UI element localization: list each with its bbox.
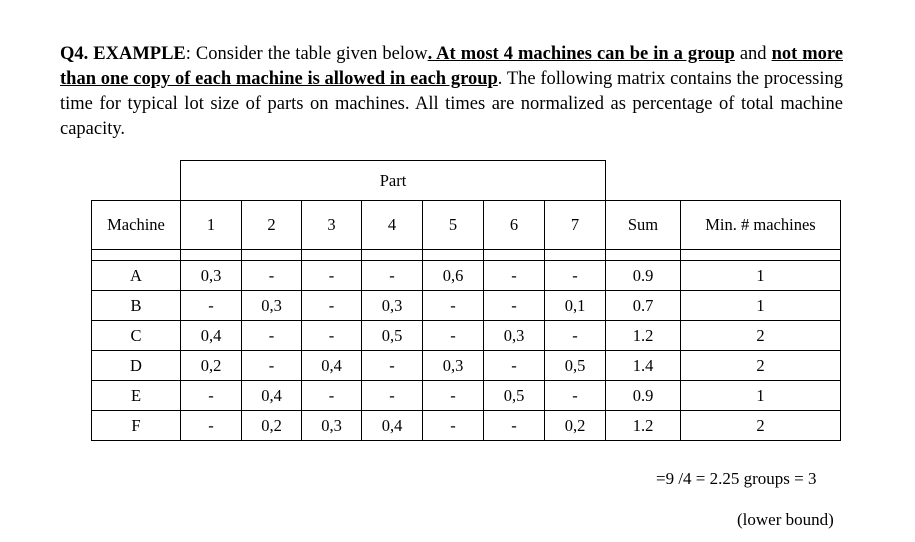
header-sum: Sum [606,201,681,250]
table-cell: 0,3 [362,291,423,321]
processing-time-matrix [91,160,841,441]
table-cell: - [302,291,362,321]
table-cell: 2 [681,321,841,351]
table-cell: 0,6 [423,261,484,291]
part-header: Part [181,161,606,201]
header-part-4: 4 [362,201,423,250]
table-cell: - [302,321,362,351]
table-cell: 0,5 [484,381,545,411]
table-cell: - [242,351,302,381]
table-cell: - [423,321,484,351]
table-cell: - [302,261,362,291]
header-part-6: 6 [484,201,545,250]
table-cell: 0,5 [545,351,606,381]
table-cell: 0,4 [302,351,362,381]
table-cell: 1.2 [606,321,681,351]
table-cell: - [423,411,484,441]
machine-name: A [92,261,181,291]
table-cell: 0,3 [181,261,242,291]
table-cell: 0,3 [484,321,545,351]
table-cell: - [362,381,423,411]
constraint-one-copy-b: than one copy of each machine is allowed in each group [60,69,498,89]
table-cell: - [181,291,242,321]
table-cell: - [181,411,242,441]
column-header-row [92,201,841,250]
table-cell: - [362,351,423,381]
table-cell: 2 [681,411,841,441]
table-cell: - [484,351,545,381]
table-cell: 0.7 [606,291,681,321]
table-cell: 0,3 [423,351,484,381]
part-header-row [92,161,841,201]
table-cell: - [423,291,484,321]
table-cell: 0,2 [242,411,302,441]
header-part-3: 3 [302,201,362,250]
table-cell: 1 [681,381,841,411]
table-cell: 1 [681,291,841,321]
table-cell: 0,4 [362,411,423,441]
table-cell: - [362,261,423,291]
intro-and: and [734,44,772,64]
question-label: Q4. EXAMPLE [60,44,186,64]
header-part-7: 7 [545,201,606,250]
table-cell: - [484,291,545,321]
intro-paragraph [60,42,843,142]
machine-name: B [92,291,181,321]
table-cell: - [545,261,606,291]
machine-row [92,381,841,411]
table-cell: 0.9 [606,261,681,291]
table-cell: 0,4 [181,321,242,351]
intro-text-2: . The following matrix contains the processing time for typical lot size of parts on machines. All times are normalized as percentage of total machine capacity. [60,69,843,139]
table-cell: - [242,321,302,351]
constraint-one-copy-a: not more [771,44,844,64]
table-cell: - [302,381,362,411]
machine-name: D [92,351,181,381]
table-cell: 1.2 [606,411,681,441]
table-cell: - [545,381,606,411]
table-cell: - [423,381,484,411]
machine-row [92,261,841,291]
table-cell: - [545,321,606,351]
lower-bound-note: (lower bound) [737,510,834,529]
table-cell: 0,2 [181,351,242,381]
table-cell: 0,5 [362,321,423,351]
machine-name: E [92,381,181,411]
table-cell: 0,3 [302,411,362,441]
table-cell: - [484,261,545,291]
table-cell: 1.4 [606,351,681,381]
table-cell: 0,1 [545,291,606,321]
table-cell: - [484,411,545,441]
machine-row [92,291,841,321]
table-cell: - [181,381,242,411]
header-part-5: 5 [423,201,484,250]
table-cell: 0,4 [242,381,302,411]
machine-row [92,411,841,441]
header-min-machines: Min. # machines [681,201,841,250]
machine-name: F [92,411,181,441]
header-part-1: 1 [181,201,242,250]
machine-name: C [92,321,181,351]
table-cell: 1 [681,261,841,291]
header-part-2: 2 [242,201,302,250]
constraint-max-machines: . At most 4 machines can be in a group [427,44,735,64]
machine-row [92,321,841,351]
table-cell: 2 [681,351,841,381]
table-cell: 0,3 [242,291,302,321]
intro-text-1: : Consider the table given below [185,44,428,64]
header-machine: Machine [92,201,181,250]
table-cell: 0.9 [606,381,681,411]
table-cell: - [242,261,302,291]
table-cell: 0,2 [545,411,606,441]
group-calculation: =9 /4 = 2.25 groups = 3 [656,469,817,488]
machine-row [92,351,841,381]
